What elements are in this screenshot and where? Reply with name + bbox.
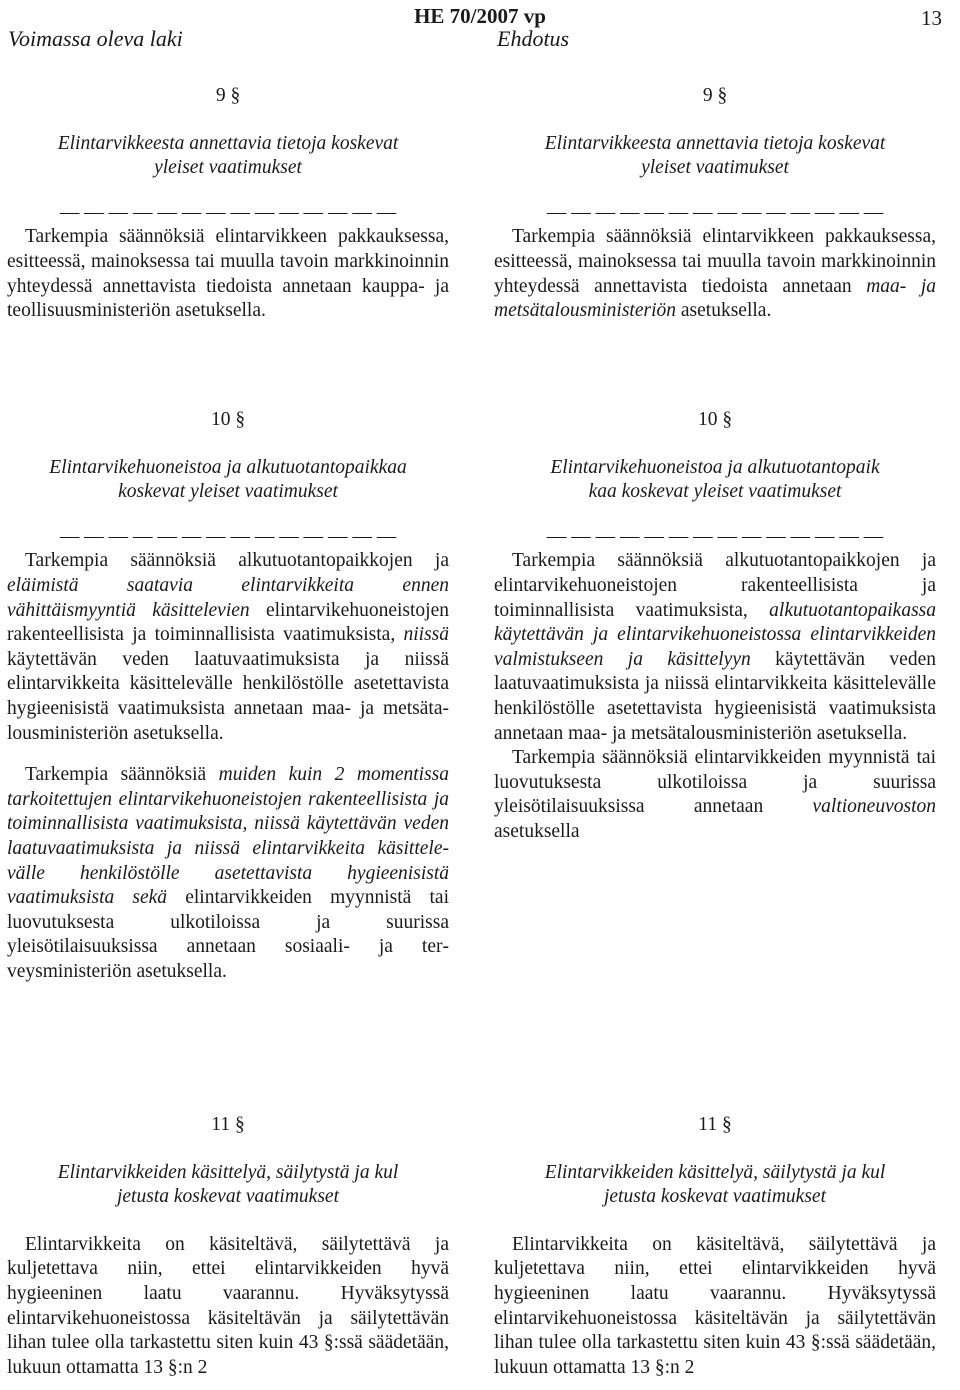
- text-run: Tarkempia säännöksiä elintarvikkeen pakkauksessa, esitteessä, mainoksessa tai muulla tavoin markkinoinnin yhteydessä annettavista tiedoista annetaan: [494, 226, 936, 297]
- text-run: asetuksella.: [676, 300, 772, 322]
- text-run: Tarkempia säännöksiä elintarvikkeiden myynnistä tai luovutuksesta ulkotiloissa ja suurissa yleisötilaisuuksissa annetaan: [494, 747, 936, 818]
- section-title-line-1: Elintarvikkeesta annettavia tietoja koskevat: [544, 132, 886, 154]
- section-title-line-1: Elintarvikkeiden käsittelyä, säilytystä ja kul: [544, 1161, 886, 1183]
- section-number: 9 §: [702, 85, 728, 106]
- amended-text: alkutuotantopaikassa käytettävän ja elintarvikehuoneistossa elintarvikkeiden valmistukseen ja käsittelyyn: [494, 599, 936, 670]
- text-run: Tarkempia säännöksiä alkutuotantopaikkojen ja elintarvikehuoneistojen rakenteellisista ja toiminnallisista vaatimuksista,: [494, 550, 936, 621]
- paragraph: Tarkempia säännöksiä elintarvikkeen pakkauksessa, esitteessä, mainoksessa tai muulla tavoin markkinoinnin yhteydessä annettavista tiedoista annetaan kauppa- ja teollisuusministeriön asetuksella.: [7, 226, 449, 322]
- text-run: käytettävän veden laatuvaatimuksista ja niissä elintarvikkeita käsittelevälle henkilöstölle asetettavista hygieenisistä vaatimuksista annetaan maa- ja metsätalousministeriön asetuksella.: [494, 648, 936, 744]
- section-11-right: [494, 1113, 936, 1380]
- section-number: 11 §: [698, 1114, 732, 1135]
- omission-dashes: — — — — — — — — — — — — — —: [546, 525, 884, 547]
- section-number: 9 §: [215, 85, 241, 106]
- section-10-right: [494, 408, 936, 845]
- section-number: 11 §: [211, 1114, 245, 1135]
- amended-text: niissä: [403, 624, 449, 646]
- section-title-line-1: Elintarvikkeesta annettavia tietoja koskevat: [57, 132, 399, 154]
- section-title-line-1: Elintarvikehuoneistoa ja alkutuotantopaik: [550, 456, 880, 478]
- section-title-line-2: koskevat yleiset vaatimukset: [118, 481, 338, 503]
- omission-dashes: — — — — — — — — — — — — — —: [546, 201, 884, 223]
- section-10-left: [7, 408, 449, 984]
- document-id: HE 70/2007 vp: [414, 4, 546, 28]
- section-title-line-2: yleiset vaatimukset: [154, 157, 302, 179]
- paragraph: [494, 225, 936, 323]
- column-heading-proposal: Ehdotus: [497, 26, 570, 51]
- paragraph: [494, 549, 936, 746]
- paragraph: [494, 746, 936, 844]
- section-11-left: [7, 1113, 449, 1380]
- section-title-line-2: jetusta koskevat vaatimukset: [116, 1186, 339, 1208]
- paragraph: [7, 763, 449, 984]
- text-run: elintarvikkeiden myynnistä tai luovutuksesta ulkotiloissa ja suurissa yleisötilaisuuksissa annetaan sosiaali- ja terveysministeriön asetuksella.: [7, 887, 449, 982]
- section-9-left: [7, 84, 449, 324]
- column-heading-current-law: Voimassa oleva laki: [8, 26, 183, 51]
- text-run: Tarkempia säännöksiä alkutuotantopaikkojen ja: [25, 550, 449, 572]
- paragraph: Elintarvikkeita on käsiteltävä, säilytettävä ja kuljetettava niin, ettei elintarvikkeiden hyvä hygieeninen laatu vaarannu. Hyväksytyssä elintarvikehuoneistossa käsiteltävän ja säilytettävän lihan tulee olla tarkastettu siten kuin 43 §:ssä säädetään, lukuun ottamatta 13 §:n 2: [7, 1233, 449, 1378]
- section-title-line-2: kaa koskevat yleiset vaatimukset: [588, 481, 842, 503]
- text-run: elintarvikehuoneistojen rakenteellisista ja toiminnallisista vaatimuksista,: [7, 599, 449, 646]
- text-run: asetuksella: [494, 820, 580, 842]
- omission-dashes: — — — — — — — — — — — — — —: [59, 525, 397, 547]
- paragraph: [7, 549, 449, 746]
- omission-dashes: — — — — — — — — — — — — — —: [59, 201, 397, 223]
- section-number: 10 §: [697, 409, 733, 430]
- amended-text: muiden kuin 2 momentissa tarkoitettujen elintarvikehuoneistojen rakenteellisista ja toiminnallisista vaatimuksista, niissä käytettävän veden laatuvaatimuksista ja niissä elintarvikkeita käsittelevälle henkilöstölle asetettavista hygieenisistä vaatimuksista sekä: [7, 764, 450, 909]
- amended-text: valtioneuvoston: [812, 796, 936, 818]
- section-title-line-1: Elintarvikehuoneistoa ja alkutuotantopaikkaa: [49, 456, 407, 478]
- section-title-line-1: Elintarvikkeiden käsittelyä, säilytystä ja kul: [57, 1161, 399, 1183]
- amended-text: maa- ja metsätalousministeriön: [494, 275, 936, 322]
- page-number: 13: [921, 6, 942, 30]
- section-9-right: [494, 84, 936, 324]
- section-title-line-2: yleiset vaatimukset: [641, 157, 789, 179]
- paragraph: Elintarvikkeita on käsiteltävä, säilytettävä ja kuljetettava niin, ettei elintarvikkeiden hyvä hygieeninen laatu vaarannu. Hyväksytyssä elintarvikehuoneistossa käsiteltävän ja säilytettävän lihan tulee olla tarkastettu siten kuin 43 §:ssä säädetään, lukuun ottamatta 13 §:n 2: [494, 1233, 936, 1378]
- section-title-line-2: jetusta koskevat vaatimukset: [603, 1186, 826, 1208]
- text-run: Tarkempia säännöksiä: [25, 764, 219, 786]
- amended-text: eläimistä saatavia elintarvikkeita ennen vähittäismyyntiä käsittelevien: [7, 574, 449, 621]
- section-number: 10 §: [210, 409, 246, 430]
- text-run: käytettävän veden laatuvaatimuksista ja niissä elintarvikkeita käsittelevälle henkilöstölle asetettavista hygieenisistä vaatimuksista annetaan maa- ja metsätalousministeriön asetuksella.: [7, 648, 449, 744]
